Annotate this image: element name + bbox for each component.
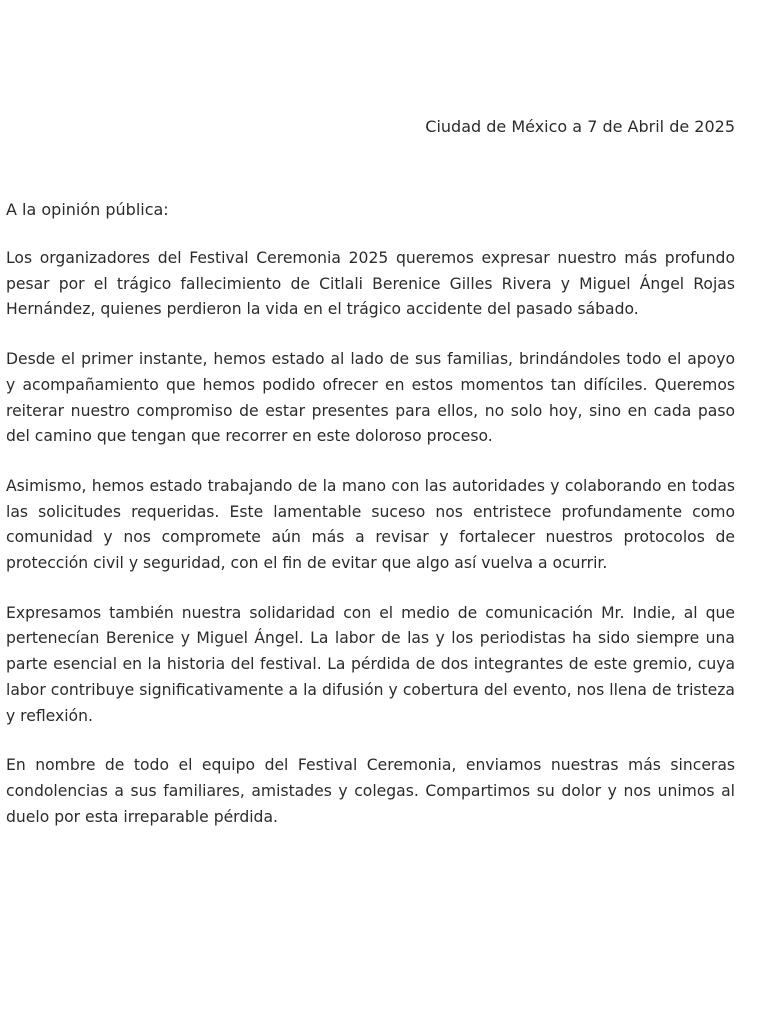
paragraph-authorities: Asimismo, hemos estado trabajando de la mano con las autoridades y colaborando en todas las solicitudes requeridas. Este lamentable suceso nos entristece profundamente como comunidad y nos compromete aún más a revisar y fortalecer nuestros protocolos de protección civil y seguridad, con el fin de evitar que algo así vuelva a ocurrir. (6, 476, 735, 573)
paragraph-condolence: Los organizadores del Festival Ceremonia 2025 queremos expresar nuestro más profundo pesar por el trágico fallecimiento de Citlali Berenice Gilles Rivera y Miguel Ángel Rojas Hernández, quienes perdieron la vida en el trágico accidente del pasado sábado. (6, 249, 735, 319)
paragraph-closing: En nombre de todo el equipo del Festival Ceremonia, enviamos nuestras más sinceras condolencias a sus familiares, amistades y colegas. Compartimos su dolor y nos unimos al duelo por esta irreparable pérdida. (6, 756, 735, 826)
salutation: A la opinión pública: (6, 200, 169, 219)
date-line: Ciudad de México a 7 de Abril de 2025 (425, 117, 735, 136)
paragraph-media-solidarity: Expresamos también nuestra solidaridad con el medio de comunicación Mr. Indie, al que pertenecían Berenice y Miguel Ángel. La labor de las y los periodistas ha sido siempre una parte esencial en la historia del festival. La pérdida de dos integrantes de este gremio, cuya labor contribuye significativamente a la difusión y cobertura del evento, nos llena de tristeza y reflexión. (6, 603, 735, 725)
paragraph-family-support: Desde el primer instante, hemos estado al lado de sus familias, brindándoles todo el apoyo y acompañamiento que hemos podido ofrecer en estos momentos tan difíciles. Queremos reiterar nuestro compromiso de estar presentes para ellos, no solo hoy, sino en cada paso del camino que tengan que recorrer en este doloroso proceso. (6, 350, 735, 446)
letter-body (6, 246, 735, 854)
